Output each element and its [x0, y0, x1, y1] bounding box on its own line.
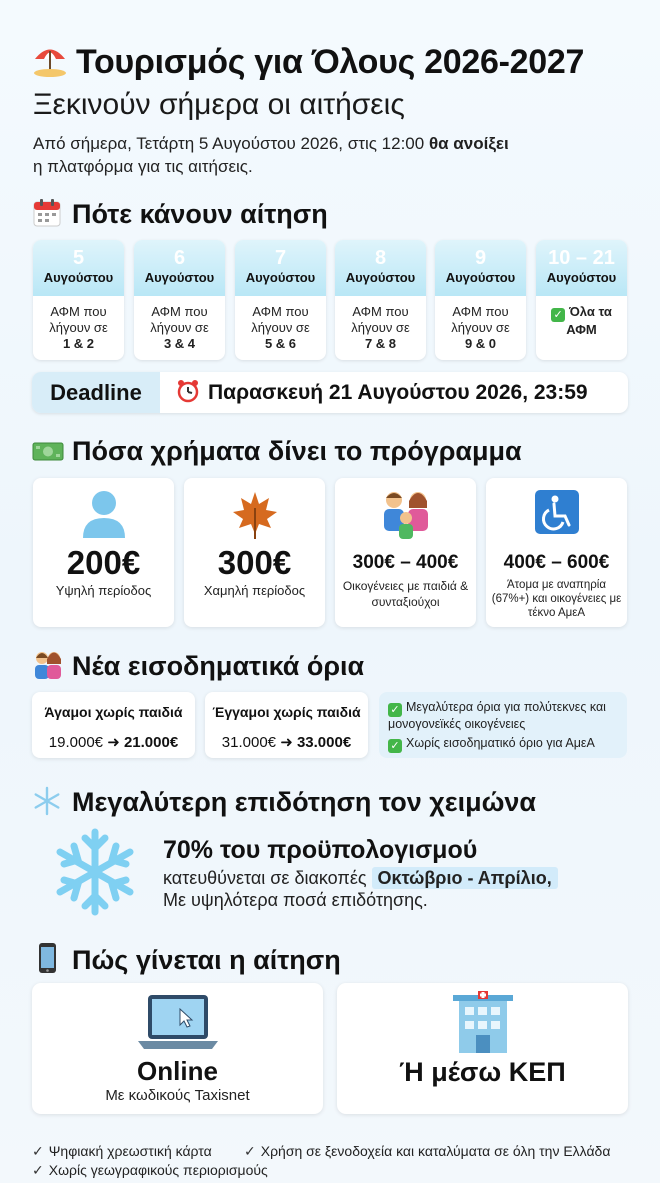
winter-percent: 70% του προϋπολογισμού: [163, 836, 478, 864]
apply-online-subtitle: Με κωδικούς Taxisnet: [105, 1087, 250, 1104]
money-amount: 200€: [66, 544, 141, 581]
couple-icon: [32, 650, 64, 680]
money-card: [486, 478, 627, 627]
date-month: Αυγούστου: [144, 270, 215, 285]
autumn-leaf-icon: [184, 488, 325, 540]
money-amount: 300€: [217, 544, 292, 581]
page-subtitle: Ξεκινούν σήμερα οι αιτήσεις: [33, 88, 405, 121]
intro-text: [33, 132, 633, 178]
income-notes: [379, 692, 627, 758]
section-apply-heading: [32, 942, 341, 976]
banknote-icon: [32, 437, 64, 467]
check-icon: ✓: [388, 739, 402, 753]
section-when-heading: [32, 198, 328, 230]
date-desc: ΑΦΜ που λήγουν σε: [351, 304, 410, 335]
checkmark-icon: ✓: [32, 1162, 44, 1178]
money-desc: Χαμηλή περίοδος: [203, 583, 306, 598]
money-card: [184, 478, 325, 627]
date-digits: 9 & 0: [464, 336, 497, 351]
deadline-value: Παρασκευή 21 Αυγούστου 2026, 23:59: [208, 381, 588, 404]
deadline-bar: [32, 372, 628, 413]
winter-line1-text: κατευθύνεται σε διακοπές: [163, 868, 367, 888]
page-title: [32, 42, 584, 82]
arrow-right-icon: ➜: [280, 734, 293, 751]
intro-part2: η πλατφόρμα για τις αιτήσεις.: [33, 157, 253, 176]
date-digits: 7 & 8: [364, 336, 397, 351]
date-card: [33, 240, 124, 360]
income-card-title: Άγαμοι χωρίς παιδιά: [44, 704, 183, 720]
date-digits: 5 & 6: [264, 336, 297, 351]
date-day: 6: [173, 247, 186, 269]
footer-item: [32, 1162, 268, 1179]
date-desc: Όλα τα ΑΦΜ: [566, 304, 612, 337]
date-card: [134, 240, 225, 360]
winter-line2: Με υψηλότερα ποσά επιδότησης.: [163, 890, 428, 910]
date-desc: ΑΦΜ που λήγουν σε: [451, 304, 510, 335]
snowflake-icon: [32, 786, 64, 816]
beach-umbrella-icon: [32, 42, 68, 78]
family-icon: [335, 488, 476, 540]
money-desc: Υψηλή περίοδος: [55, 583, 152, 598]
wheelchair-icon: [486, 488, 627, 540]
date-desc: ΑΦΜ που λήγουν σε: [251, 304, 310, 335]
footer-item-text: Χρήση σε ξενοδοχεία και καταλύματα σε όλη την Ελλάδα: [260, 1143, 611, 1159]
apply-online-title: Online: [137, 1056, 218, 1086]
intro-part1: Από σήμερα, Τετάρτη 5 Αυγούστου 2026, στις 12:00: [33, 134, 429, 153]
section-money-heading: [32, 436, 522, 467]
date-month: Αυγούστου: [43, 270, 114, 285]
footer-item: [32, 1143, 212, 1160]
money-amount: 300€ – 400€: [352, 552, 459, 573]
income-values: [205, 720, 368, 751]
date-digits: 1 & 2: [62, 336, 95, 351]
income-note: [388, 736, 620, 753]
footer-item-text: Ψηφιακή χρεωστική κάρτα: [48, 1143, 212, 1159]
date-day: 8: [374, 247, 387, 269]
date-card: [335, 240, 426, 360]
apply-online-card[interactable]: [32, 983, 323, 1114]
income-note-text: Χωρίς εισοδηματικό όριο για ΑμεΑ: [406, 736, 595, 750]
income-note: [388, 700, 620, 732]
check-icon: ✓: [551, 308, 565, 322]
income-old: 31.000€: [221, 734, 277, 751]
building-icon: [337, 991, 628, 1060]
apply-heading-text: Πώς γίνεται η αίτηση: [72, 945, 341, 975]
laptop-icon: [32, 993, 323, 1056]
date-month: Αυγούστου: [245, 270, 316, 285]
date-day: 7: [274, 247, 287, 269]
date-month: Αυγούστου: [546, 270, 617, 285]
money-card: [335, 478, 476, 627]
income-heading-text: Νέα εισοδηματικά όρια: [72, 651, 365, 681]
mobile-phone-icon: [32, 942, 64, 972]
deadline-label: Deadline: [32, 372, 160, 413]
income-new: 33.000€: [296, 734, 352, 751]
apply-kep-title: Ή μέσω ΚΕΠ: [399, 1057, 566, 1087]
date-day: 5: [72, 247, 85, 269]
income-card-single: [32, 692, 195, 758]
arrow-right-icon: ➜: [107, 734, 120, 751]
footer-item: [244, 1143, 610, 1160]
winter-line1: [163, 868, 558, 889]
date-desc: ΑΦΜ που λήγουν σε: [150, 304, 209, 335]
apply-kep-card[interactable]: [337, 983, 628, 1114]
section-income-heading: [32, 650, 364, 682]
snowflake-illustration-icon: [52, 826, 138, 918]
money-card: [33, 478, 174, 627]
intro-bold: θα ανοίξει: [428, 134, 509, 153]
checkmark-icon: ✓: [32, 1143, 44, 1159]
income-values: [32, 720, 195, 751]
date-day: 9: [474, 247, 487, 269]
deadline-value-wrap: [176, 372, 588, 413]
winter-highlight: Οκτώβριο - Απρίλιο,: [372, 867, 558, 889]
title-text: Τουρισμός για Όλους 2026-2027: [76, 43, 585, 81]
income-note-text: Μεγαλύτερα όρια για πολύτεκνες και μονογονεϊκές οικογένειες: [388, 700, 606, 731]
money-heading-text: Πόσα χρήματα δίνει το πρόγραμμα: [72, 436, 522, 466]
income-card-title: Έγγαμοι χωρίς παιδιά: [212, 704, 361, 720]
date-month: Αυγούστου: [445, 270, 516, 285]
when-heading-text: Πότε κάνουν αίτηση: [72, 199, 328, 229]
date-card: [235, 240, 326, 360]
check-icon: ✓: [388, 703, 402, 717]
winter-heading-text: Μεγαλύτερη επιδότηση τον χειμώνα: [72, 787, 537, 817]
date-day: 10 – 21: [548, 247, 615, 269]
alarm-clock-icon: [176, 376, 200, 400]
section-winter-heading: [32, 786, 536, 818]
checkmark-icon: ✓: [244, 1143, 256, 1159]
income-new: 21.000€: [123, 734, 179, 751]
calendar-icon: [32, 198, 64, 228]
date-card: [536, 240, 627, 360]
date-card: [435, 240, 526, 360]
income-card-married: [205, 692, 368, 758]
date-desc: ΑΦΜ που λήγουν σε: [49, 304, 108, 335]
date-month: Αυγούστου: [345, 270, 416, 285]
money-desc: Άτομα με αναπηρία (67%+) και οικογένειες με τέκνο ΑμεΑ: [491, 579, 622, 619]
money-amount: 400€ – 600€: [503, 552, 610, 573]
date-digits: 3 & 4: [163, 336, 196, 351]
income-old: 19.000€: [48, 734, 104, 751]
footer-item-text: Χωρίς γεωγραφικούς περιορισμούς: [48, 1162, 268, 1178]
person-icon: [33, 488, 174, 540]
money-desc: Οικογένειες με παιδιά & συνταξιούχοι: [342, 579, 469, 609]
